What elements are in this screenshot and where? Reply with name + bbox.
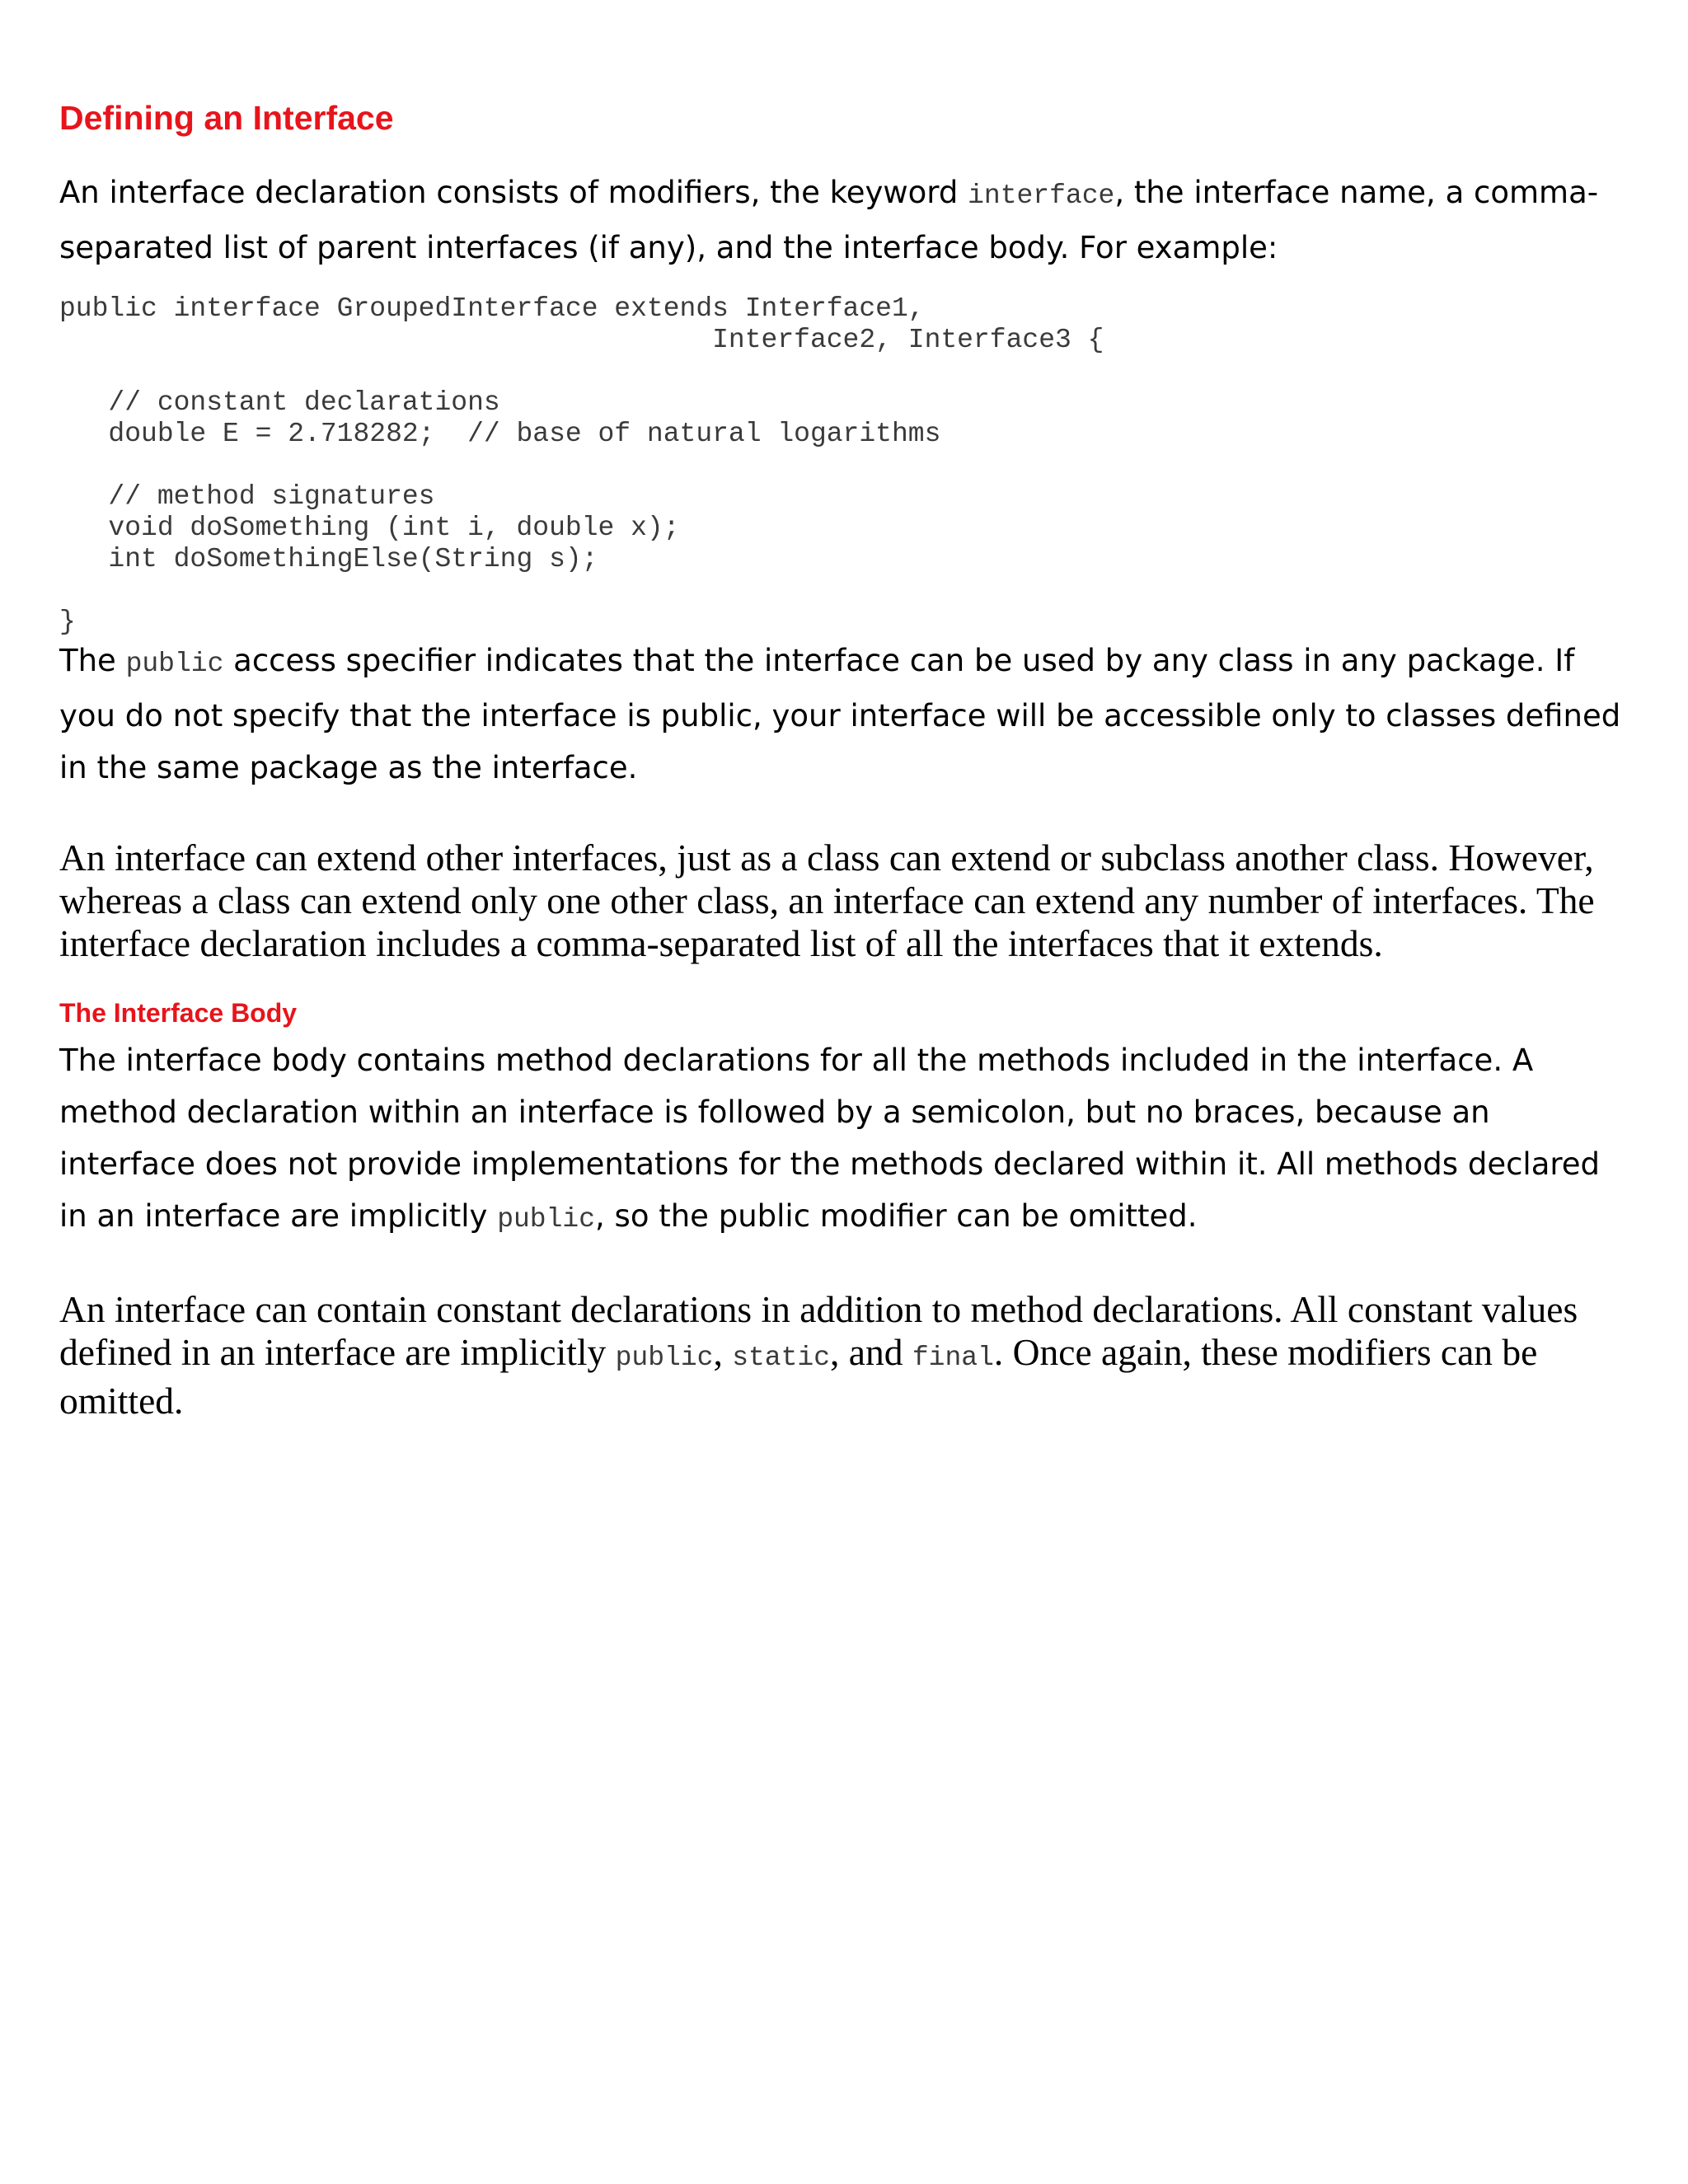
inline-code-public: public: [497, 1204, 596, 1235]
code-line: Interface2, Interface3 {: [59, 325, 1104, 355]
constant-text-2: ,: [713, 1331, 733, 1373]
intro-paragraph: [59, 166, 1625, 274]
code-line: // constant declarations: [59, 387, 500, 418]
public-text-1: The: [59, 643, 126, 678]
inline-code-final: final: [912, 1343, 994, 1373]
body-text-1: The interface body contains method declarations for all the methods included in the interface. A method declaration within an interface is followed by a semicolon, but no braces, because an interface does not provide implementations for the methods declared within it. All methods declared in an interface are implicitly: [59, 1043, 1601, 1234]
intro-text-1: An interface declaration consists of modifiers, the keyword: [59, 175, 968, 210]
code-line: }: [59, 607, 76, 637]
code-block: [59, 293, 1625, 638]
constant-text-3: , and: [830, 1331, 912, 1373]
section-subheading: The Interface Body: [59, 998, 298, 1028]
code-line: void doSomething (int i, double x);: [59, 513, 680, 543]
inline-code-public: public: [125, 649, 224, 679]
inline-code-interface: interface: [968, 180, 1115, 211]
body-text-2: , so the public modifier can be omitted.: [595, 1198, 1198, 1234]
inline-code-public: public: [615, 1343, 714, 1373]
code-line: double E = 2.718282; // base of natural logarithms: [59, 419, 941, 449]
public-specifier-paragraph: [59, 635, 1625, 794]
intro-text-2: , the interface name, a comma-separated list of parent interfaces (if any), and the interface body. For example:: [59, 175, 1599, 265]
constant-text-4: . Once again, these modifiers can be omitted.: [59, 1331, 1538, 1422]
code-line: public interface GroupedInterface extends Interface1,: [59, 293, 925, 324]
constant-paragraph: [59, 1288, 1625, 1422]
extend-paragraph: An interface can extend other interfaces, just as a class can extend or subclass another class. However, whereas a class can extend only one other class, an interface can extend any number of interfaces. The interface declaration includes a comma-separated list of all the interfaces that it extends.: [59, 837, 1595, 964]
constant-text-1: An interface can contain constant declarations in addition to method declarations. All constant values defined in an interface are implicitly: [59, 1288, 1578, 1373]
page-title: Defining an Interface: [59, 99, 394, 137]
document-page: [59, 97, 1625, 1422]
code-line: int doSomethingElse(String s);: [59, 544, 598, 574]
code-line: // method signatures: [59, 481, 435, 512]
public-text-2: access specifier indicates that the interface can be used by any class in any package. If you do not specify that the interface is public, your interface will be accessible only to classes defined in the same package as the interface.: [59, 643, 1621, 785]
interface-body-paragraph: [59, 1034, 1625, 1245]
inline-code-static: static: [732, 1343, 831, 1373]
